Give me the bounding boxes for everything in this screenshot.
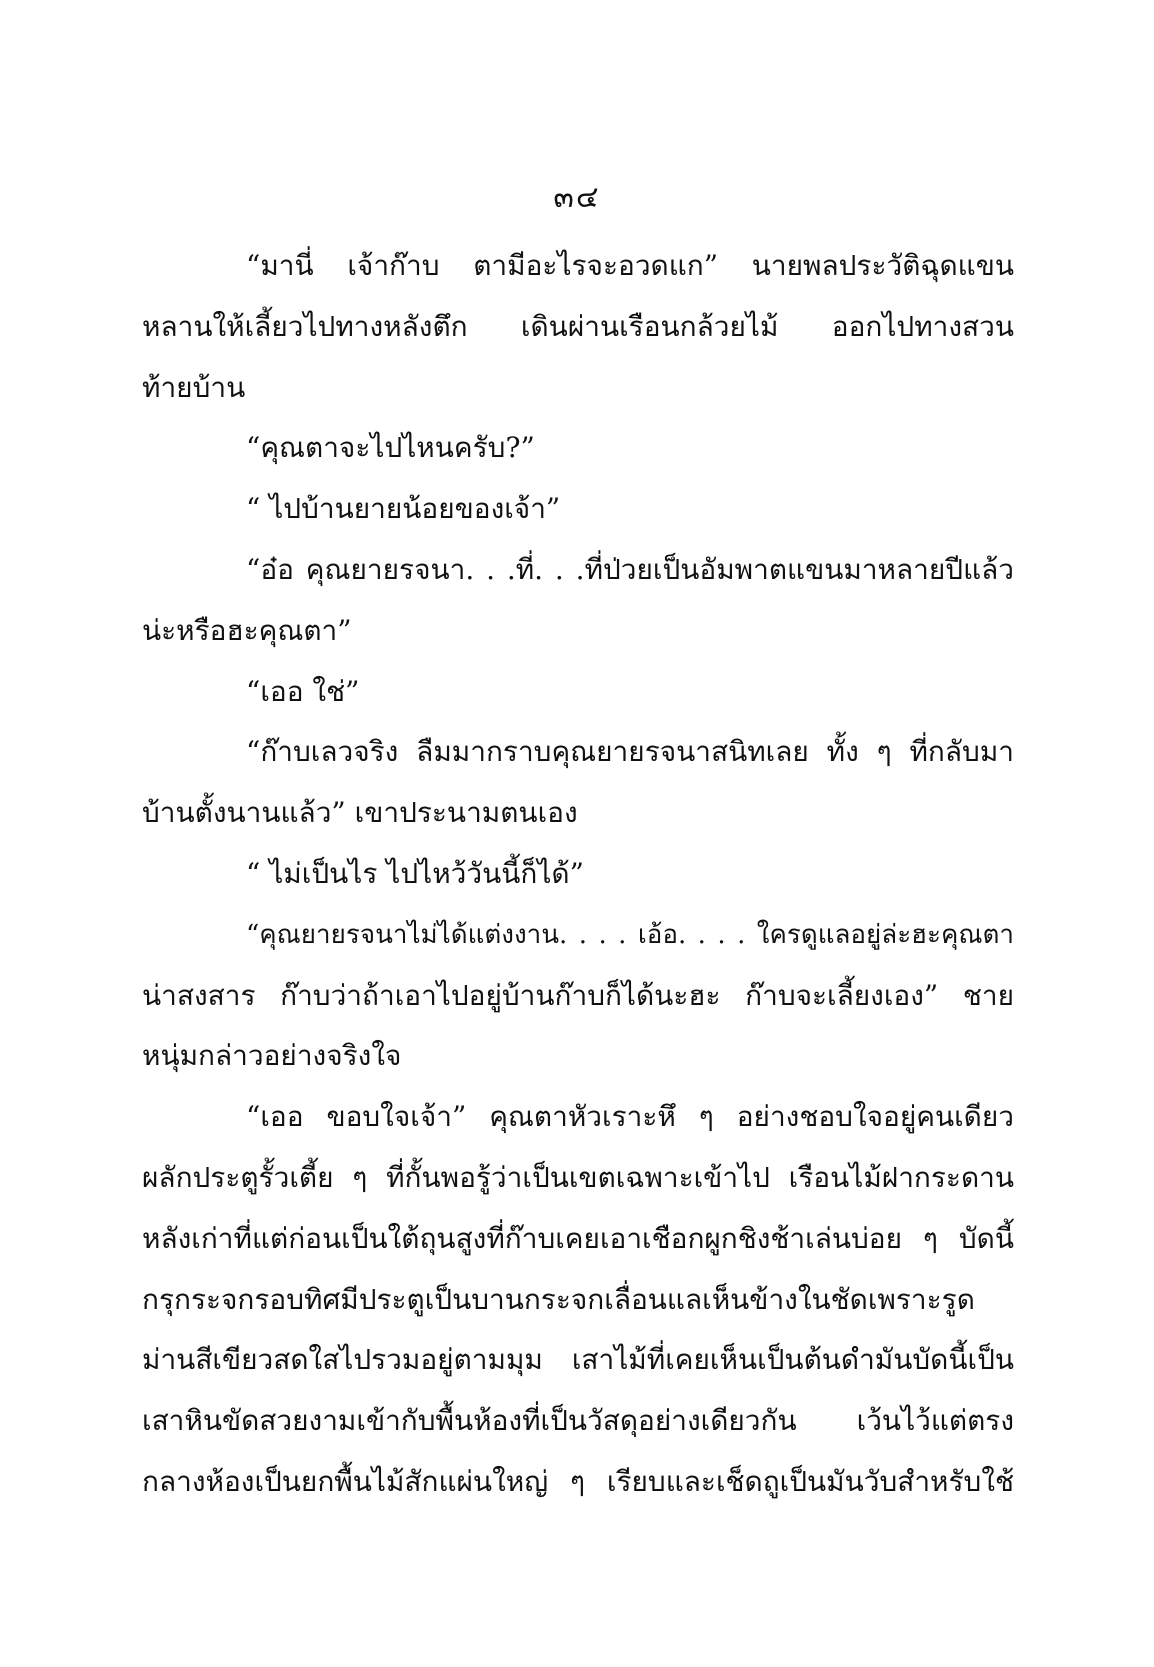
text-line: “เออ ขอบใจเจ้า” คุณตาหัวเราะหึ ๆ อย่างชอบใจอยู่คนเดียว <box>246 1100 1014 1134</box>
text-line: “ ไม่เป็นไร ไปไหว้วันนี้ก็ได้” <box>246 856 584 890</box>
text-line: ท้ายบ้าน <box>142 370 246 404</box>
text-line: เสาหินขัดสวยงามเข้ากับพื้นห้องที่เป็นวัสดุอย่างเดียวกัน เว้นไว้แต่ตรง <box>142 1404 1014 1438</box>
body-text <box>142 236 1014 1513</box>
text-line: ม่านสีเขียวสดใสไปรวมอยู่ตามมุม เสาไม้ที่เคยเห็นเป็นต้นดำมันบัดนี้เป็น <box>142 1343 1014 1377</box>
text-line: ผลักประตูรั้วเตี้ย ๆ ที่กั้นพอรู้ว่าเป็นเขตเฉพาะเข้าไป เรือนไม้ฝากระดาน <box>142 1160 1014 1194</box>
text-line: “คุณยายรจนาไม่ได้แต่งงาน. . . . เอ้อ. . . . ใครดูแลอยู่ล่ะฮะคุณตา <box>246 919 1014 950</box>
text-line: กรุกระจกรอบทิศมีประตูเป็นบานกระจกเลื่อนแลเห็นข้างในชัดเพราะรูด <box>142 1282 975 1316</box>
text-line: บ้านตั้งนานแล้ว” เขาประนามตนเอง <box>142 796 578 830</box>
text-line: น่ะหรือฮะคุณตา” <box>142 613 352 647</box>
text-line: “เออ ใช่” <box>246 674 360 708</box>
text-line: “มานี่ เจ้าก๊าบ ตามีอะไรจะอวดแก” นายพลประวัติฉุดแขน <box>246 249 1014 282</box>
text-line: น่าสงสาร ก๊าบว่าถ้าเอาไปอยู่บ้านก๊าบก็ได้นะฮะ ก๊าบจะเลี้ยงเอง” ชาย <box>142 978 1014 1012</box>
text-line: หนุ่มกล่าวอย่างจริงใจ <box>142 1039 402 1073</box>
text-line: “ ไปบ้านยายน้อยของเจ้า” <box>246 492 561 526</box>
text-line: หลานให้เลี้ยวไปทางหลังตึก เดินผ่านเรือนกล้วยไม้ ออกไปทางสวน <box>142 309 1014 343</box>
text-line: กลางห้องเป็นยกพื้นไม้สักแผ่นใหญ่ ๆ เรียบและเช็ดถูเป็นมันวับสำหรับใช้ <box>142 1464 1014 1498</box>
text-line: “อ๋อ คุณยายรจนา. . .ที่. . .ที่ป่วยเป็นอัมพาตแขนมาหลายปีแล้ว <box>246 552 1014 586</box>
text-line: “คุณตาจะไปไหนครับ?” <box>246 431 535 465</box>
text-line: “ก๊าบเลวจริง ลืมมากราบคุณยายรจนาสนิทเลย ทั้ง ๆ ที่กลับมา <box>246 735 1014 769</box>
text-line: หลังเก่าที่แต่ก่อนเป็นใต้ถุนสูงที่ก๊าบเคยเอาเชือกผูกชิงช้าเล่นบ่อย ๆ บัดนี้ <box>142 1221 1014 1255</box>
page-number: ๓๔ <box>553 180 601 215</box>
